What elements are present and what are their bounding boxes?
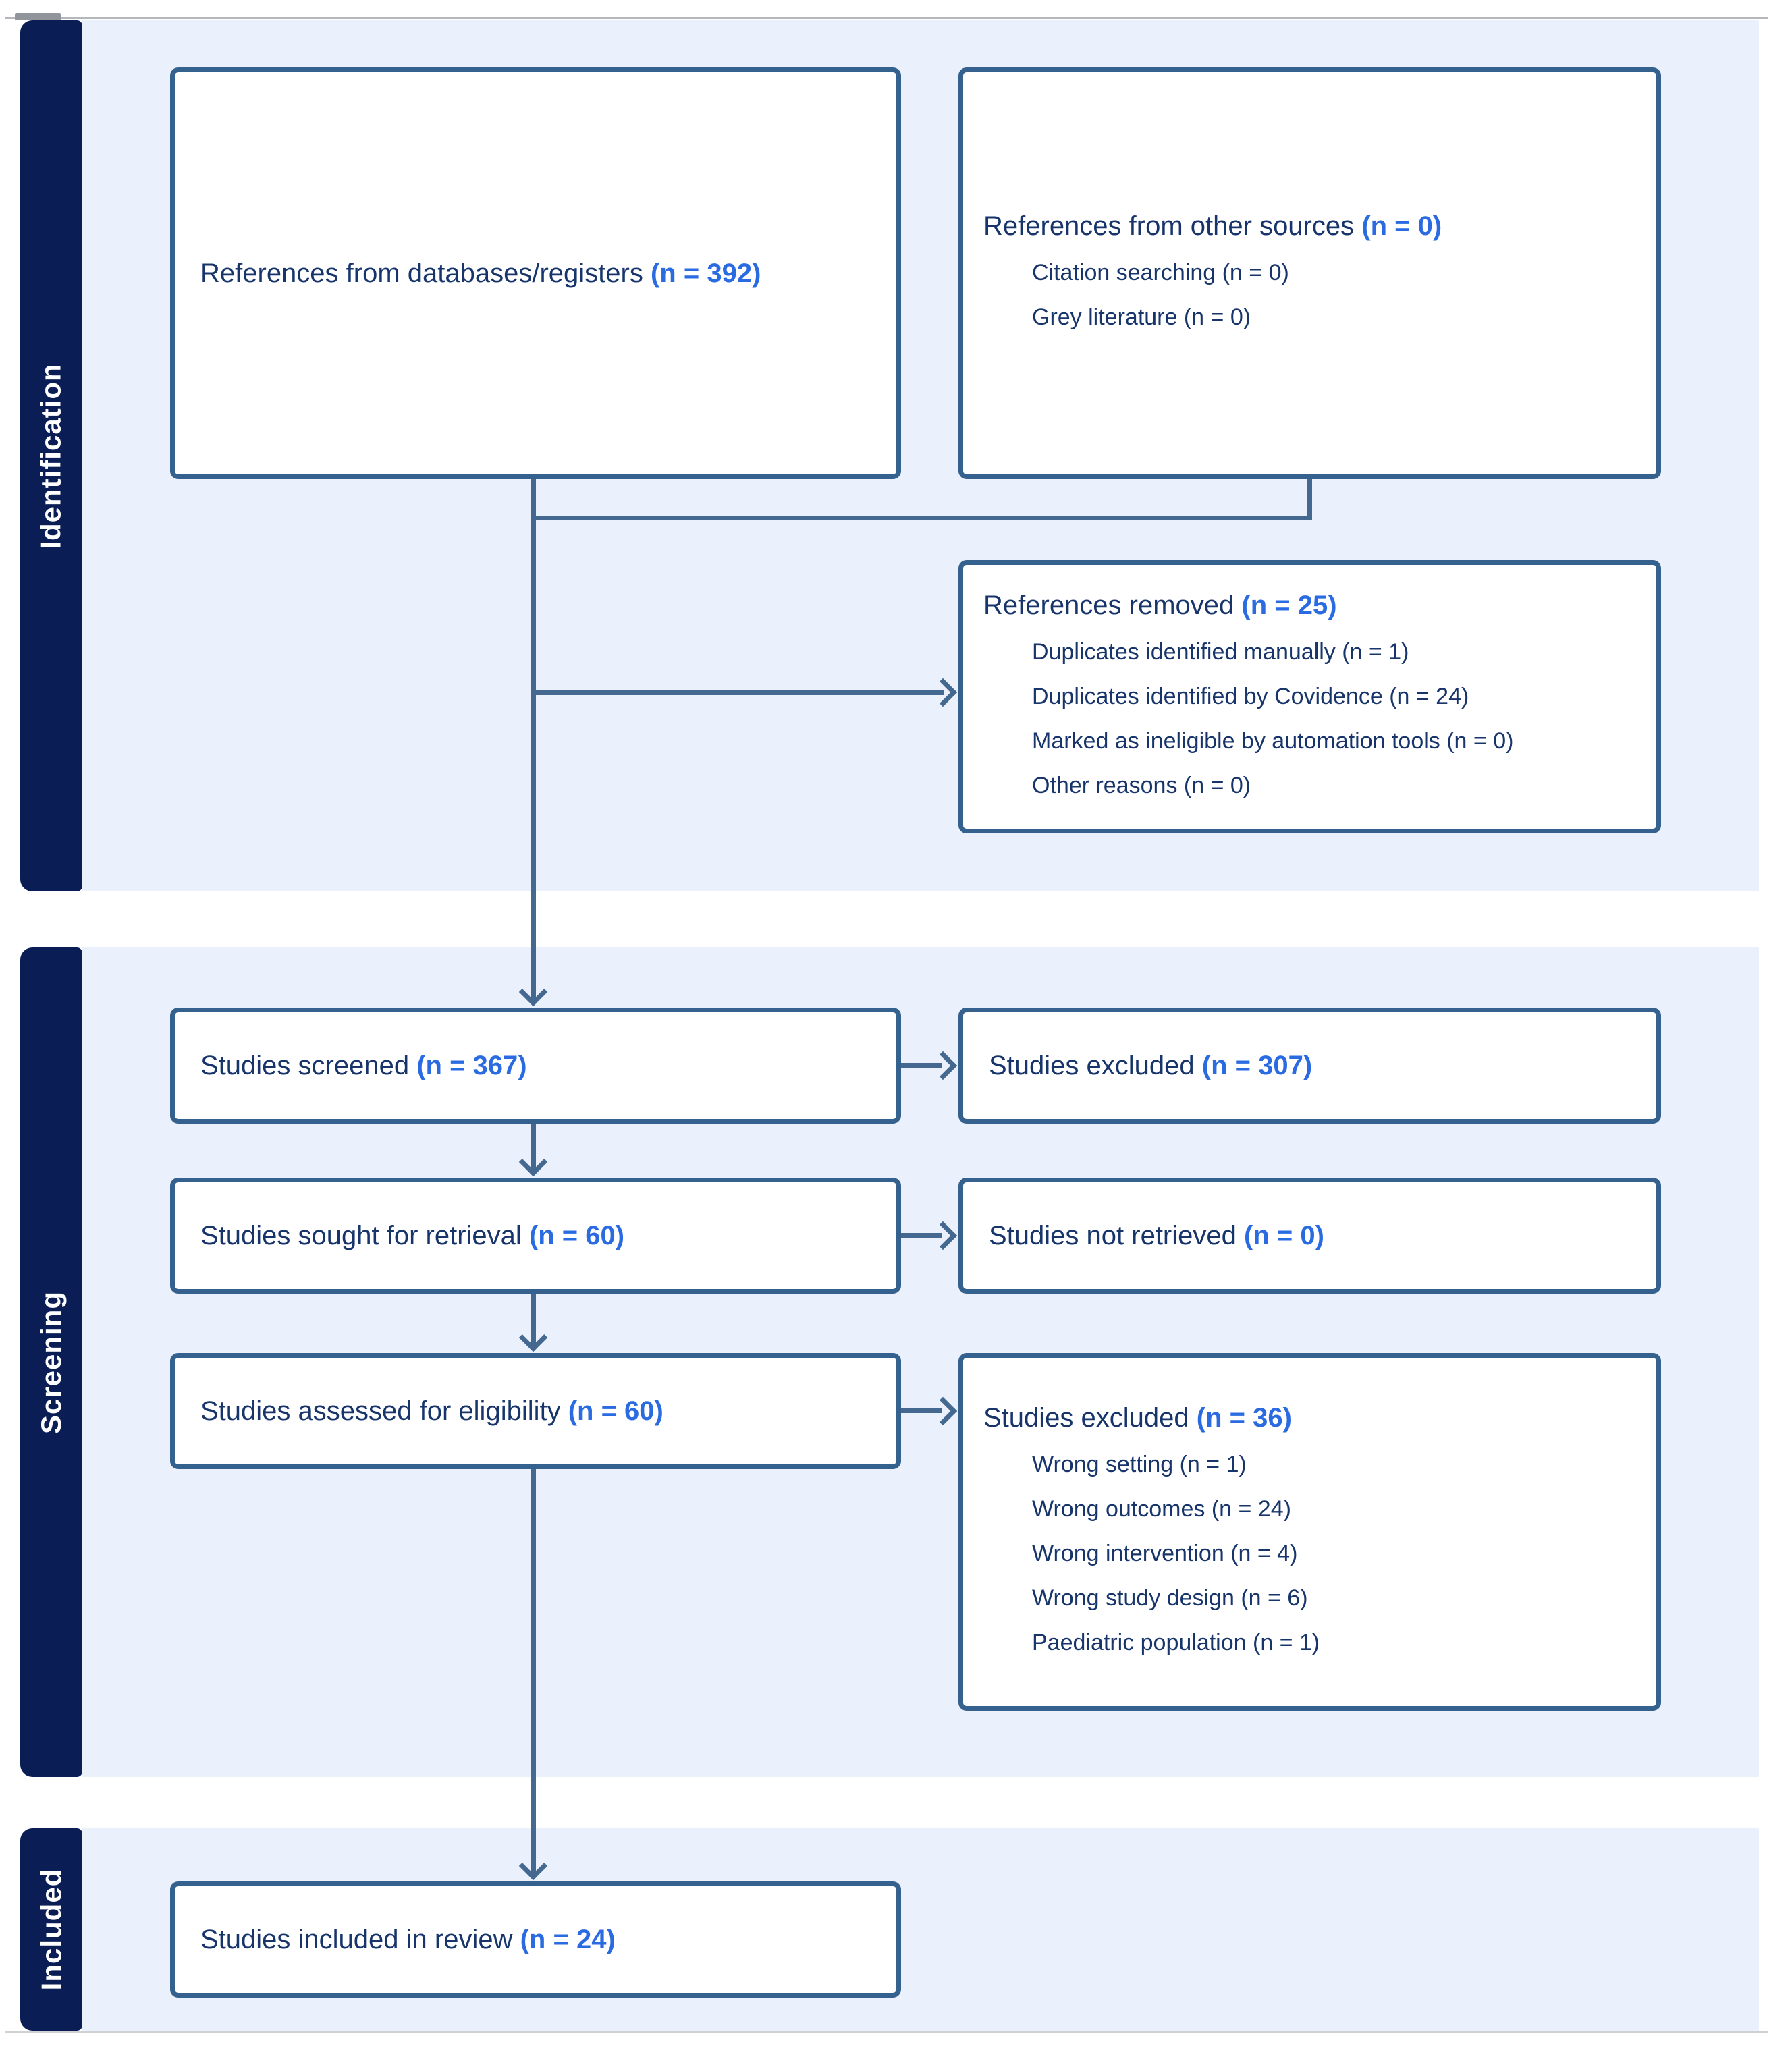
studies-included-count: (n = 24) <box>520 1925 616 1954</box>
references-removed-item: Other reasons (n = 0) <box>1032 772 1251 798</box>
connector-merge-horizontal <box>531 516 1312 520</box>
box-references-removed <box>958 560 1661 833</box>
references-removed-item: Duplicates identified by Covidence (n = 24) <box>1032 683 1469 709</box>
bottom-divider-line <box>5 2031 1768 2033</box>
identification-stage-label: Identification <box>35 362 67 549</box>
excluded-eligibility-item: Wrong setting (n = 1) <box>1032 1452 1247 1477</box>
box-studies-excluded-eligibility <box>958 1353 1661 1711</box>
arrow-to-references-removed <box>533 690 944 695</box>
references-removed-count: (n = 25) <box>1241 590 1337 620</box>
top-divider-line <box>5 17 1768 19</box>
studies-screened-count: (n = 367) <box>416 1051 527 1080</box>
box-studies-sought <box>170 1178 901 1294</box>
studies-sought-count: (n = 60) <box>528 1221 625 1250</box>
studies-included-label: Studies included in review <box>200 1925 513 1954</box>
box-studies-screened <box>170 1008 901 1124</box>
studies-excluded-screening-text <box>963 1047 1656 1084</box>
excluded-eligibility-item: Wrong study design (n = 6) <box>1032 1585 1308 1611</box>
references-databases-label: References from databases/registers <box>200 258 643 288</box>
excluded-eligibility-item: Wrong outcomes (n = 24) <box>1032 1496 1291 1522</box>
connector-other-sources-drop <box>1307 477 1312 520</box>
studies-excluded-eligibility-title <box>963 1399 1656 1437</box>
studies-not-retrieved-text <box>963 1217 1656 1255</box>
box-studies-included <box>170 1881 901 1998</box>
sidebar-stage-identification <box>20 20 82 891</box>
references-databases-text <box>175 254 896 292</box>
arrow-assessed-to-included <box>531 1469 536 1874</box>
studies-assessed-count: (n = 60) <box>568 1396 663 1426</box>
other-sources-item: Citation searching (n = 0) <box>1032 260 1289 285</box>
other-sources-label: References from other sources <box>983 211 1355 241</box>
references-removed-label: References removed <box>983 590 1234 620</box>
references-removed-title <box>963 586 1656 624</box>
excluded-eligibility-item: Paediatric population (n = 1) <box>1032 1630 1320 1655</box>
other-sources-count: (n = 0) <box>1361 211 1442 241</box>
box-studies-not-retrieved <box>958 1178 1661 1294</box>
studies-excluded-eligibility-count: (n = 36) <box>1196 1403 1292 1433</box>
studies-excluded-screening-count: (n = 307) <box>1201 1051 1313 1080</box>
screening-stage-label: Screening <box>35 1290 67 1434</box>
other-sources-title <box>963 207 1656 245</box>
studies-screened-text <box>175 1047 896 1084</box>
studies-not-retrieved-count: (n = 0) <box>1244 1221 1324 1250</box>
connector-main-vertical <box>531 477 536 999</box>
studies-assessed-label: Studies assessed for eligibility <box>200 1396 561 1426</box>
references-databases-count: (n = 392) <box>650 258 761 288</box>
included-stage-label: Included <box>35 1868 67 1991</box>
corner-artifact <box>15 13 61 20</box>
studies-not-retrieved-label: Studies not retrieved <box>989 1221 1237 1250</box>
studies-included-text <box>175 1921 896 1958</box>
references-removed-item: Duplicates identified manually (n = 1) <box>1032 638 1409 665</box>
box-references-databases <box>170 67 901 479</box>
studies-excluded-eligibility-label: Studies excluded <box>983 1403 1189 1433</box>
studies-excluded-screening-label: Studies excluded <box>989 1051 1195 1080</box>
excluded-eligibility-item: Wrong intervention (n = 4) <box>1032 1541 1298 1566</box>
box-studies-assessed <box>170 1353 901 1469</box>
studies-sought-text <box>175 1217 896 1255</box>
references-removed-item: Marked as ineligible by automation tools (n = 0) <box>1032 727 1514 754</box>
studies-sought-label: Studies sought for retrieval <box>200 1221 522 1250</box>
studies-screened-label: Studies screened <box>200 1051 410 1080</box>
sidebar-stage-included <box>20 1828 82 2031</box>
box-references-other-sources <box>958 67 1661 479</box>
studies-assessed-text <box>175 1392 896 1430</box>
other-sources-item: Grey literature (n = 0) <box>1032 304 1251 330</box>
sidebar-stage-screening <box>20 947 82 1777</box>
box-studies-excluded-screening <box>958 1008 1661 1124</box>
